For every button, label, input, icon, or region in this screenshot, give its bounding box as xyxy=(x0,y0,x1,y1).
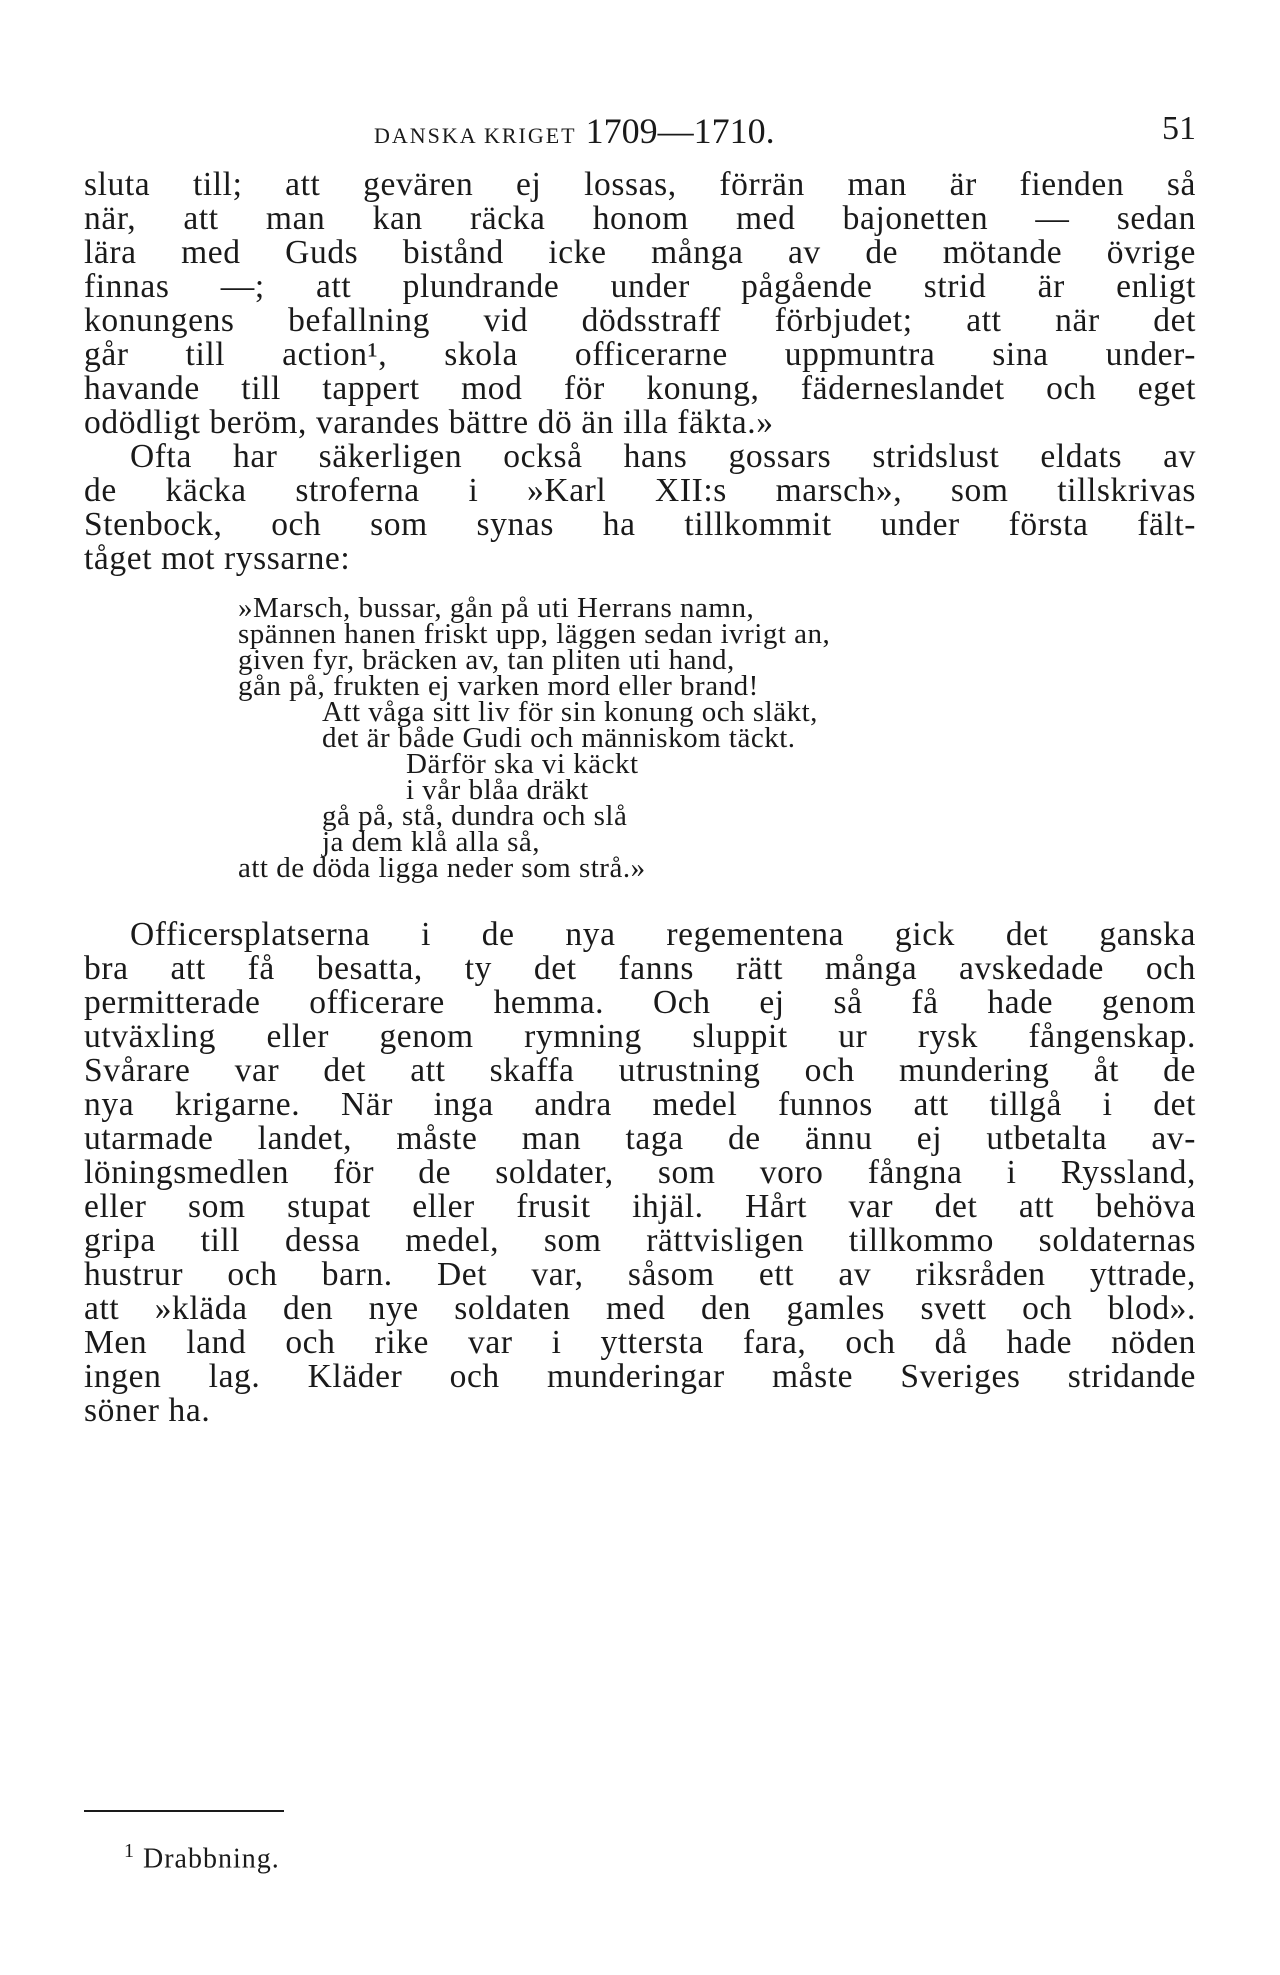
text-line: Ofta har säkerligen också hans gossars stridslust eldats av xyxy=(130,438,1196,475)
footnote xyxy=(124,1840,280,1875)
text-line: eller som stupat eller frusit ihjäl. Hårt var det att behöva xyxy=(84,1188,1196,1225)
verse-line: gån på, frukten ej varken mord eller brand! xyxy=(238,670,759,702)
running-title xyxy=(374,110,775,152)
verse-line: ja dem klå alla så, xyxy=(322,826,541,858)
text-line: tåget mot ryssarne: xyxy=(84,540,351,577)
text-line: Svårare var det att skaffa utrustning och mundering åt de xyxy=(84,1052,1196,1089)
footnote-text: Drabbning. xyxy=(143,1843,280,1875)
text-line: havande till tappert mod för konung, fäderneslandet och eget xyxy=(84,370,1196,407)
text-line: hustrur och barn. Det var, såsom ett av riksråden yttrade, xyxy=(84,1256,1196,1293)
text-line: konungens befallning vid dödsstraff förbjudet; att när det xyxy=(84,302,1196,339)
verse-line: spännen hanen friskt upp, läggen sedan ivrigt an, xyxy=(238,618,831,650)
text-line: de käcka stroferna i »Karl XII:s marsch», som tillskrivas xyxy=(84,472,1196,509)
verse-line: det är både Gudi och människom täckt. xyxy=(322,722,796,754)
text-line: ingen lag. Kläder och munderingar måste Sveriges stridande xyxy=(84,1358,1196,1395)
footnote-marker: 1 xyxy=(124,1840,135,1862)
footnote-divider xyxy=(84,1810,284,1812)
verse-line: i vår blåa dräkt xyxy=(406,774,589,806)
text-line: utarmade landet, måste man taga de ännu ej utbetalta av- xyxy=(84,1120,1196,1157)
verse-line: gå på, stå, dundra och slå xyxy=(322,800,628,832)
verse-line: att de döda ligga neder som strå.» xyxy=(238,852,646,884)
running-title-caps: DANSKA KRIGET xyxy=(374,123,577,148)
text-line: nya krigarne. När inga andra medel funnos att tillgå i det xyxy=(84,1086,1196,1123)
text-line: går till action¹, skola officerarne uppmuntra sina under- xyxy=(84,336,1196,373)
verse-line: given fyr, bräcken av, tan pliten uti hand, xyxy=(238,644,735,676)
text-line: utväxling eller genom rymning sluppit ur rysk fångenskap. xyxy=(84,1018,1196,1055)
text-line: permitterade officerare hemma. Och ej så få hade genom xyxy=(84,984,1196,1021)
page-header xyxy=(84,110,1196,160)
verse-line: »Marsch, bussar, gån på uti Herrans namn, xyxy=(238,592,755,624)
text-line: att »kläda den nye soldaten med den gamles svett och blod». xyxy=(84,1290,1196,1327)
text-line: Officersplatserna i de nya regementena gick det ganska xyxy=(130,916,1196,953)
verse-line: Att våga sitt liv för sin konung och släkt, xyxy=(322,696,818,728)
text-line: bra att få besatta, ty det fanns rätt många avskedade och xyxy=(84,950,1196,987)
text-line: sluta till; att gevären ej lossas, förrän man är fienden så xyxy=(84,166,1196,203)
verse-line: Därför ska vi käckt xyxy=(406,748,639,780)
text-line: när, att man kan räcka honom med bajonetten — sedan xyxy=(84,200,1196,237)
running-title-years: 1709—1710. xyxy=(585,111,775,151)
text-line: finnas —; att plundrande under pågående strid är enligt xyxy=(84,268,1196,305)
text-line: söner ha. xyxy=(84,1392,211,1429)
text-line: Stenbock, och som synas ha tillkommit under första fält- xyxy=(84,506,1196,543)
text-line: gripa till dessa medel, som rättvisligen tillkommo soldaternas xyxy=(84,1222,1196,1259)
text-line: Men land och rike var i yttersta fara, och då hade nöden xyxy=(84,1324,1196,1361)
page-number: 51 xyxy=(1162,110,1196,147)
text-line: lära med Guds bistånd icke många av de mötande övrige xyxy=(84,234,1196,271)
text-line: löningsmedlen för de soldater, som voro fångna i Ryssland, xyxy=(84,1154,1196,1191)
text-line: odödligt beröm, varandes bättre dö än illa fäkta.» xyxy=(84,404,774,441)
